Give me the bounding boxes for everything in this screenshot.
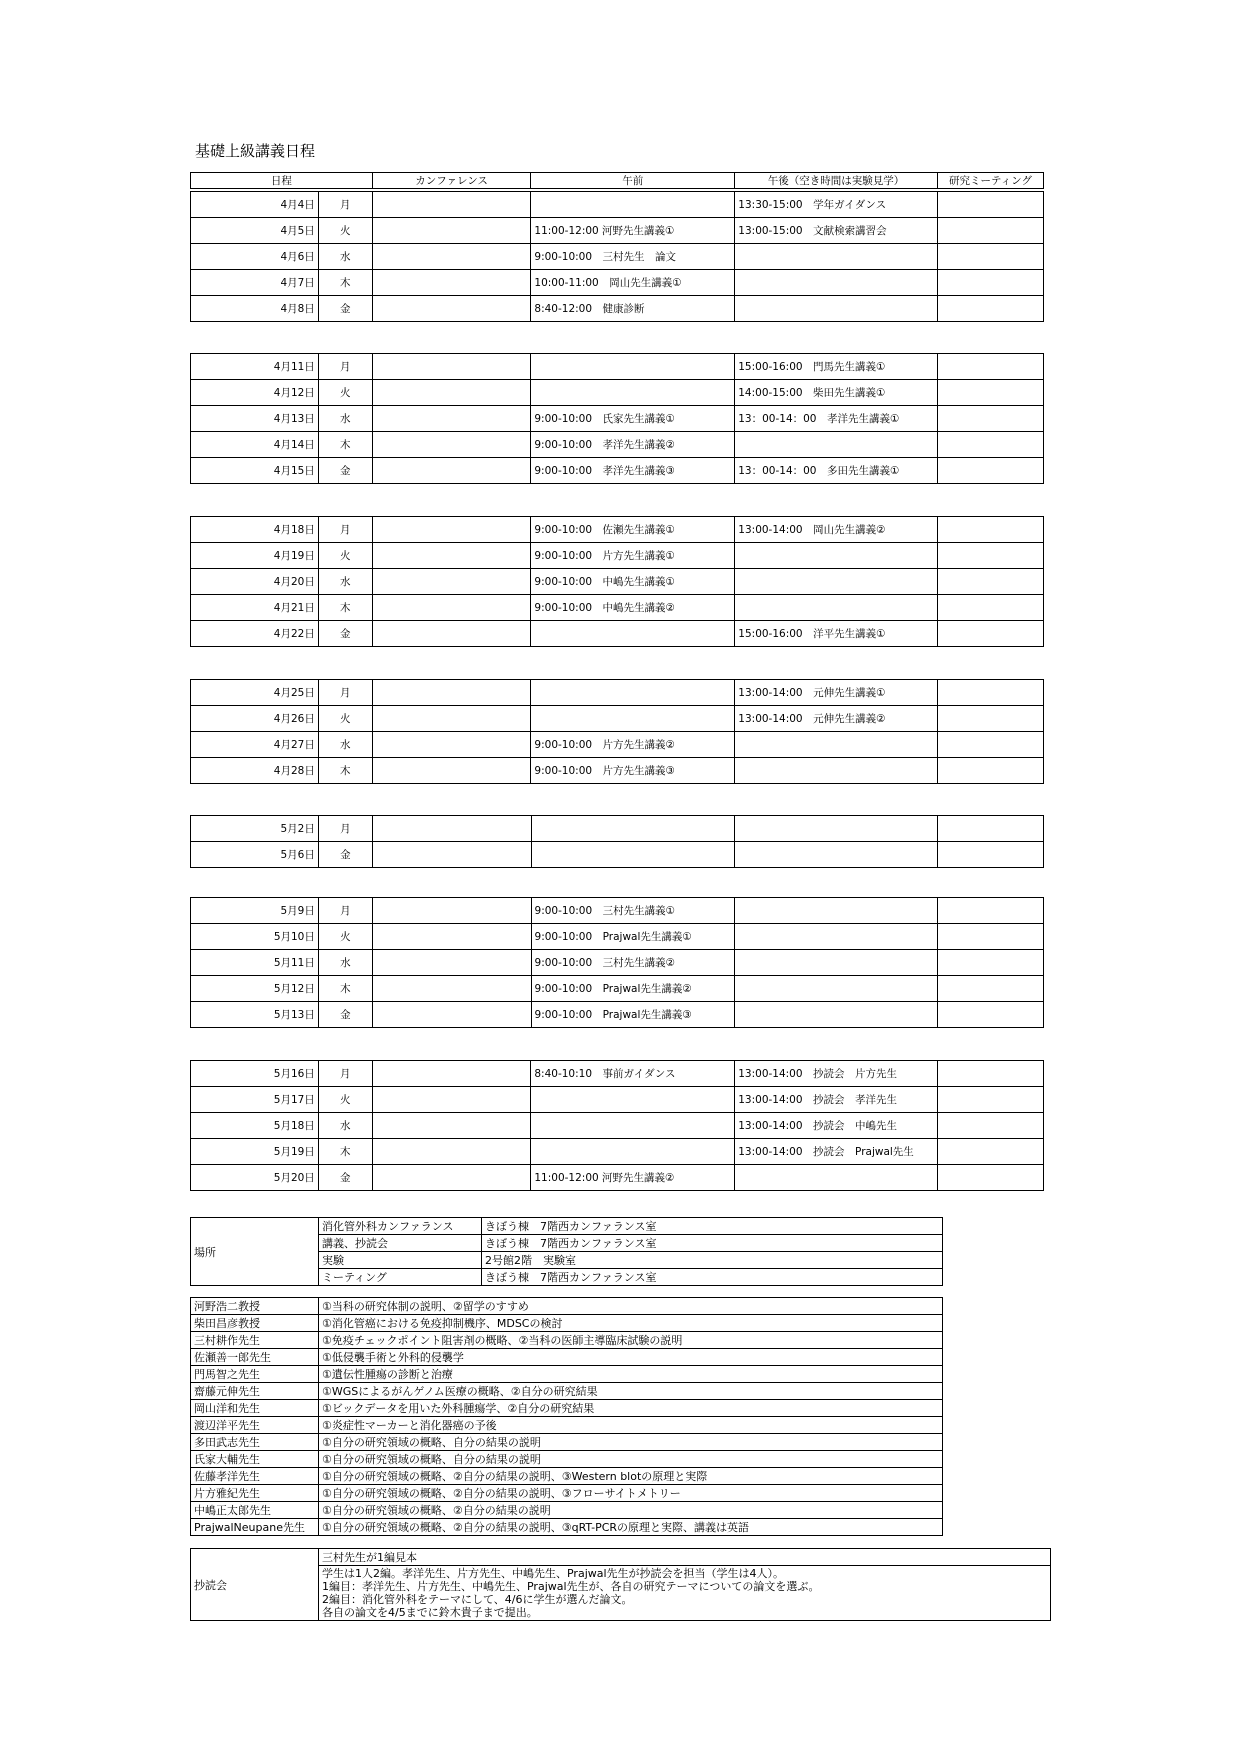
weekday-cell: 金 bbox=[318, 458, 372, 484]
am-cell: 9:00-10:00 孝洋先生講義② bbox=[531, 432, 735, 458]
am-cell: 9:00-10:00 三村先生 論文 bbox=[531, 244, 735, 270]
weekday-cell: 月 bbox=[318, 1061, 372, 1087]
schedule-row bbox=[191, 270, 1044, 296]
date-cell: 4月13日 bbox=[191, 406, 319, 432]
date-cell: 5月18日 bbox=[191, 1113, 319, 1139]
date-cell: 4月27日 bbox=[191, 732, 319, 758]
conference-cell bbox=[372, 732, 531, 758]
lecturer-row bbox=[191, 1451, 943, 1468]
date-cell: 5月2日 bbox=[191, 816, 319, 842]
conference-cell bbox=[372, 354, 531, 380]
week-table bbox=[190, 1060, 1044, 1191]
weekday-cell: 金 bbox=[318, 1002, 372, 1028]
conference-cell bbox=[372, 1061, 531, 1087]
lecturer-topic: ①自分の研究領域の概略、②自分の結果の説明、③qRT-PCRの原理と実際、講義は英語 bbox=[319, 1519, 943, 1536]
schedule-row bbox=[191, 950, 1044, 976]
meeting-cell bbox=[938, 296, 1044, 322]
date-cell: 5月20日 bbox=[191, 1165, 319, 1191]
conference-cell bbox=[372, 192, 531, 218]
note-line: 学生は1人2編。孝洋先生、片方先生、中嶋先生、Prajwal先生が抄読会を担当（学生は4人）。 bbox=[322, 1567, 785, 1580]
schedule-row bbox=[191, 816, 1044, 842]
pm-cell bbox=[735, 950, 938, 976]
week-table bbox=[190, 353, 1044, 484]
pm-cell: 13:00-14:00 抄読会 孝洋先生 bbox=[735, 1087, 938, 1113]
conference-cell bbox=[372, 406, 531, 432]
weekday-cell: 水 bbox=[318, 244, 372, 270]
lecturer-topic: ①自分の研究領域の概略、②自分の結果の説明、③Western blotの原理と実際 bbox=[319, 1468, 943, 1485]
place-name: 消化管外科カンファランス bbox=[319, 1218, 482, 1235]
weekday-cell: 水 bbox=[318, 406, 372, 432]
lecturer-row bbox=[191, 1485, 943, 1502]
lecturer-topic: ①炎症性マーカーと消化器癌の予後 bbox=[319, 1417, 943, 1434]
meeting-cell bbox=[938, 1002, 1044, 1028]
schedule-row bbox=[191, 898, 1044, 924]
lecturer-name: 門馬智之先生 bbox=[191, 1366, 319, 1383]
schedule-row bbox=[191, 1002, 1044, 1028]
pm-cell bbox=[735, 816, 938, 842]
conference-cell bbox=[372, 1113, 531, 1139]
conference-cell bbox=[372, 976, 531, 1002]
weekday-cell: 水 bbox=[318, 950, 372, 976]
conference-cell bbox=[372, 680, 531, 706]
meeting-cell bbox=[938, 354, 1044, 380]
weekday-cell: 月 bbox=[318, 354, 372, 380]
lecturer-name: 岡山洋和先生 bbox=[191, 1400, 319, 1417]
lecturer-topic: ①低侵襲手術と外科的侵襲学 bbox=[319, 1349, 943, 1366]
am-cell bbox=[531, 354, 735, 380]
am-cell: 11:00-12:00 河野先生講義② bbox=[531, 1165, 735, 1191]
date-cell: 4月4日 bbox=[191, 192, 319, 218]
lecturer-name: PrajwalNeupane先生 bbox=[191, 1519, 319, 1536]
weekday-cell: 金 bbox=[318, 842, 372, 868]
schedule-row bbox=[191, 380, 1044, 406]
weekday-cell: 火 bbox=[318, 543, 372, 569]
lecturer-row bbox=[191, 1400, 943, 1417]
pm-cell: 13:00-15:00 文献検索講習会 bbox=[735, 218, 938, 244]
conference-cell bbox=[372, 1087, 531, 1113]
date-cell: 4月26日 bbox=[191, 706, 319, 732]
am-cell bbox=[531, 706, 735, 732]
lecturer-row bbox=[191, 1417, 943, 1434]
lecturer-row bbox=[191, 1434, 943, 1451]
am-cell: 9:00-10:00 佐瀬先生講義① bbox=[531, 517, 735, 543]
lecturer-topic: ①自分の研究領域の概略、②自分の結果の説明 bbox=[319, 1502, 943, 1519]
lecturer-topic: ①自分の研究領域の概略、②自分の結果の説明、③フローサイトメトリー bbox=[319, 1485, 943, 1502]
am-cell bbox=[531, 816, 735, 842]
date-cell: 5月6日 bbox=[191, 842, 319, 868]
meeting-cell bbox=[938, 244, 1044, 270]
place-name: 講義、抄読会 bbox=[319, 1235, 482, 1252]
pm-cell bbox=[735, 732, 938, 758]
lecturer-name: 渡辺洋平先生 bbox=[191, 1417, 319, 1434]
meeting-cell bbox=[938, 1139, 1044, 1165]
header-conference: カンファレンス bbox=[372, 173, 531, 189]
pm-cell: 15:00-16:00 門馬先生講義① bbox=[735, 354, 938, 380]
am-cell: 9:00-10:00 Prajwal先生講義② bbox=[531, 976, 735, 1002]
meeting-cell bbox=[938, 1061, 1044, 1087]
weekday-cell: 火 bbox=[318, 1087, 372, 1113]
weekday-cell: 月 bbox=[318, 898, 372, 924]
conference-cell bbox=[372, 569, 531, 595]
pm-cell bbox=[735, 1165, 938, 1191]
place-row bbox=[191, 1218, 943, 1235]
lecturer-row bbox=[191, 1349, 943, 1366]
schedule-row bbox=[191, 1139, 1044, 1165]
lecturer-name: 片方雅紀先生 bbox=[191, 1485, 319, 1502]
am-cell bbox=[531, 680, 735, 706]
weekday-cell: 木 bbox=[318, 432, 372, 458]
am-cell bbox=[531, 621, 735, 647]
meeting-cell bbox=[938, 680, 1044, 706]
lecturer-name: 中嶋正太郎先生 bbox=[191, 1502, 319, 1519]
am-cell bbox=[531, 192, 735, 218]
journal-club-notes bbox=[319, 1566, 1051, 1621]
meeting-cell bbox=[938, 924, 1044, 950]
schedule-row bbox=[191, 1165, 1044, 1191]
am-cell bbox=[531, 380, 735, 406]
date-cell: 4月21日 bbox=[191, 595, 319, 621]
date-cell: 5月16日 bbox=[191, 1061, 319, 1087]
date-cell: 5月13日 bbox=[191, 1002, 319, 1028]
weekday-cell: 木 bbox=[318, 595, 372, 621]
weekday-cell: 木 bbox=[318, 1139, 372, 1165]
am-cell: 8:40-10:10 事前ガイダンス bbox=[531, 1061, 735, 1087]
date-cell: 5月11日 bbox=[191, 950, 319, 976]
pm-cell bbox=[735, 842, 938, 868]
week-table bbox=[190, 516, 1044, 647]
meeting-cell bbox=[938, 1087, 1044, 1113]
date-cell: 4月5日 bbox=[191, 218, 319, 244]
journal-club-sample: 三村先生が1編見本 bbox=[319, 1549, 1051, 1566]
meeting-cell bbox=[938, 758, 1044, 784]
lecturer-topic: ①WGSによるがんゲノム医療の概略、②自分の研究結果 bbox=[319, 1383, 943, 1400]
lecturer-row bbox=[191, 1519, 943, 1536]
conference-cell bbox=[372, 1165, 531, 1191]
pm-cell: 13:00-14:00 抄読会 Prajwal先生 bbox=[735, 1139, 938, 1165]
date-cell: 4月18日 bbox=[191, 517, 319, 543]
meeting-cell bbox=[938, 517, 1044, 543]
conference-cell bbox=[372, 218, 531, 244]
weekday-cell: 木 bbox=[318, 976, 372, 1002]
am-cell bbox=[531, 842, 735, 868]
conference-cell bbox=[372, 898, 531, 924]
am-cell: 9:00-10:00 三村先生講義① bbox=[531, 898, 735, 924]
schedule-row bbox=[191, 543, 1044, 569]
schedule-row bbox=[191, 680, 1044, 706]
place-name: 実験 bbox=[319, 1252, 482, 1269]
lecturer-topic: ①当科の研究体制の説明、②留学のすすめ bbox=[319, 1298, 943, 1315]
conference-cell bbox=[372, 706, 531, 732]
lecturer-row bbox=[191, 1366, 943, 1383]
am-cell: 10:00-11:00 岡山先生講義① bbox=[531, 270, 735, 296]
meeting-cell bbox=[938, 595, 1044, 621]
schedule-header bbox=[190, 172, 1044, 189]
pm-cell bbox=[735, 595, 938, 621]
date-cell: 5月9日 bbox=[191, 898, 319, 924]
conference-cell bbox=[372, 432, 531, 458]
page-title: 基礎上級講義日程 bbox=[195, 142, 316, 160]
conference-cell bbox=[372, 950, 531, 976]
conference-cell bbox=[372, 1002, 531, 1028]
am-cell: 9:00-10:00 片方先生講義① bbox=[531, 543, 735, 569]
places-label: 場所 bbox=[191, 1218, 319, 1286]
lecturer-row bbox=[191, 1502, 943, 1519]
weekday-cell: 金 bbox=[318, 296, 372, 322]
pm-cell bbox=[735, 244, 938, 270]
lecturer-name: 多田武志先生 bbox=[191, 1434, 319, 1451]
date-cell: 4月7日 bbox=[191, 270, 319, 296]
pm-cell bbox=[735, 296, 938, 322]
places-table bbox=[190, 1217, 943, 1286]
meeting-cell bbox=[938, 192, 1044, 218]
pm-cell bbox=[735, 758, 938, 784]
lecturer-row bbox=[191, 1332, 943, 1349]
am-cell: 9:00-10:00 氏家先生講義① bbox=[531, 406, 735, 432]
pm-cell bbox=[735, 976, 938, 1002]
lecturer-row bbox=[191, 1315, 943, 1332]
note-line: 各自の論文を4/5までに鈴木貴子まで提出。 bbox=[322, 1606, 538, 1619]
meeting-cell bbox=[938, 898, 1044, 924]
schedule-row bbox=[191, 732, 1044, 758]
meeting-cell bbox=[938, 976, 1044, 1002]
date-cell: 4月20日 bbox=[191, 569, 319, 595]
lecturer-name: 柴田昌彦教授 bbox=[191, 1315, 319, 1332]
conference-cell bbox=[372, 842, 531, 868]
am-cell bbox=[531, 1139, 735, 1165]
pm-cell: 13:00-14:00 元伸先生講義① bbox=[735, 680, 938, 706]
journal-club-label: 抄読会 bbox=[191, 1549, 319, 1621]
schedule-row bbox=[191, 842, 1044, 868]
conference-cell bbox=[372, 595, 531, 621]
lecturer-name: 佐瀬善一郎先生 bbox=[191, 1349, 319, 1366]
lecturer-topic: ①自分の研究領域の概略、自分の結果の説明 bbox=[319, 1451, 943, 1468]
date-cell: 4月14日 bbox=[191, 432, 319, 458]
pm-cell: 13:30-15:00 学年ガイダンス bbox=[735, 192, 938, 218]
schedule-row bbox=[191, 924, 1044, 950]
schedule-row bbox=[191, 218, 1044, 244]
date-cell: 4月8日 bbox=[191, 296, 319, 322]
place-name: ミーティング bbox=[319, 1269, 482, 1286]
conference-cell bbox=[372, 296, 531, 322]
schedule-row bbox=[191, 1113, 1044, 1139]
schedule-row bbox=[191, 758, 1044, 784]
weekday-cell: 火 bbox=[318, 380, 372, 406]
pm-cell: 13:00-14:00 元伸先生講義② bbox=[735, 706, 938, 732]
schedule-row bbox=[191, 706, 1044, 732]
conference-cell bbox=[372, 543, 531, 569]
meeting-cell bbox=[938, 732, 1044, 758]
lecturer-topic: ①免疫チェックポイント阻害剤の概略、②当科の医師主導臨床試験の説明 bbox=[319, 1332, 943, 1349]
weekday-cell: 火 bbox=[318, 706, 372, 732]
date-cell: 4月11日 bbox=[191, 354, 319, 380]
place-location: きぼう棟 7階西カンファランス室 bbox=[482, 1218, 943, 1235]
date-cell: 4月28日 bbox=[191, 758, 319, 784]
date-cell: 4月22日 bbox=[191, 621, 319, 647]
meeting-cell bbox=[938, 543, 1044, 569]
lecturer-topic: ①消化管癌における免疫抑制機序、MDSCの検討 bbox=[319, 1315, 943, 1332]
lecturer-name: 三村耕作先生 bbox=[191, 1332, 319, 1349]
pm-cell bbox=[735, 924, 938, 950]
place-location: きぼう棟 7階西カンファランス室 bbox=[482, 1235, 943, 1252]
weekday-cell: 月 bbox=[318, 192, 372, 218]
am-cell: 9:00-10:00 Prajwal先生講義① bbox=[531, 924, 735, 950]
journal-club-table bbox=[190, 1548, 1051, 1621]
pm-cell: 13:00-14:00 抄読会 中嶋先生 bbox=[735, 1113, 938, 1139]
date-cell: 4月6日 bbox=[191, 244, 319, 270]
pm-cell bbox=[735, 543, 938, 569]
weekday-cell: 水 bbox=[318, 732, 372, 758]
pm-cell bbox=[735, 569, 938, 595]
weekday-cell: 水 bbox=[318, 569, 372, 595]
pm-cell: 13:00-14:00 岡山先生講義② bbox=[735, 517, 938, 543]
am-cell: 9:00-10:00 Prajwal先生講義③ bbox=[531, 1002, 735, 1028]
schedule-row bbox=[191, 296, 1044, 322]
pm-cell bbox=[735, 432, 938, 458]
note-line: 2編目：消化管外科をテーマにして、4/6に学生が選んだ論文。 bbox=[322, 1593, 633, 1606]
conference-cell bbox=[372, 517, 531, 543]
conference-cell bbox=[372, 758, 531, 784]
weekday-cell: 月 bbox=[318, 680, 372, 706]
header-pm: 午後（空き時間は実験見学） bbox=[735, 173, 938, 189]
schedule-row bbox=[191, 458, 1044, 484]
conference-cell bbox=[372, 621, 531, 647]
am-cell: 11:00-12:00 河野先生講義① bbox=[531, 218, 735, 244]
schedule-row bbox=[191, 1061, 1044, 1087]
pm-cell: 13：00-14：00 孝洋先生講義① bbox=[735, 406, 938, 432]
meeting-cell bbox=[938, 706, 1044, 732]
lecturer-name: 氏家大輔先生 bbox=[191, 1451, 319, 1468]
weekday-cell: 金 bbox=[318, 1165, 372, 1191]
place-location: きぼう棟 7階西カンファランス室 bbox=[482, 1269, 943, 1286]
date-cell: 5月12日 bbox=[191, 976, 319, 1002]
pm-cell: 15:00-16:00 洋平先生講義① bbox=[735, 621, 938, 647]
meeting-cell bbox=[938, 406, 1044, 432]
note-line: 1編目：孝洋先生、片方先生、中嶋先生、Prajwal先生が、各自の研究テーマについての論文を選ぶ。 bbox=[322, 1580, 820, 1593]
am-cell: 9:00-10:00 片方先生講義② bbox=[531, 732, 735, 758]
pm-cell bbox=[735, 270, 938, 296]
meeting-cell bbox=[938, 458, 1044, 484]
meeting-cell bbox=[938, 569, 1044, 595]
am-cell: 9:00-10:00 孝洋先生講義③ bbox=[531, 458, 735, 484]
lecturer-topic: ①ビックデータを用いた外科腫瘍学、②自分の研究結果 bbox=[319, 1400, 943, 1417]
lecturer-row bbox=[191, 1298, 943, 1315]
schedule-row bbox=[191, 192, 1044, 218]
week-table bbox=[190, 815, 1044, 868]
lecturer-topic: ①自分の研究領域の概略、自分の結果の説明 bbox=[319, 1434, 943, 1451]
date-cell: 5月19日 bbox=[191, 1139, 319, 1165]
weekday-cell: 月 bbox=[318, 816, 372, 842]
meeting-cell bbox=[938, 621, 1044, 647]
weekday-cell: 火 bbox=[318, 924, 372, 950]
header-am: 午前 bbox=[531, 173, 735, 189]
lecturer-name: 河野浩二教授 bbox=[191, 1298, 319, 1315]
week-table bbox=[190, 897, 1044, 1028]
conference-cell bbox=[372, 270, 531, 296]
conference-cell bbox=[372, 816, 531, 842]
date-cell: 4月12日 bbox=[191, 380, 319, 406]
schedule-row bbox=[191, 976, 1044, 1002]
pm-cell bbox=[735, 898, 938, 924]
date-cell: 4月19日 bbox=[191, 543, 319, 569]
am-cell bbox=[531, 1113, 735, 1139]
pm-cell: 14:00-15:00 柴田先生講義① bbox=[735, 380, 938, 406]
weekday-cell: 火 bbox=[318, 218, 372, 244]
schedule-row bbox=[191, 1087, 1044, 1113]
lecturer-topic: ①遺伝性腫瘍の診断と治療 bbox=[319, 1366, 943, 1383]
meeting-cell bbox=[938, 270, 1044, 296]
date-cell: 4月25日 bbox=[191, 680, 319, 706]
lecturer-name: 齋藤元伸先生 bbox=[191, 1383, 319, 1400]
am-cell: 9:00-10:00 三村先生講義② bbox=[531, 950, 735, 976]
conference-cell bbox=[372, 924, 531, 950]
am-cell bbox=[531, 1087, 735, 1113]
meeting-cell bbox=[938, 1165, 1044, 1191]
conference-cell bbox=[372, 244, 531, 270]
lecturer-name: 佐藤孝洋先生 bbox=[191, 1468, 319, 1485]
date-cell: 5月10日 bbox=[191, 924, 319, 950]
place-location: 2号館2階 実験室 bbox=[482, 1252, 943, 1269]
conference-cell bbox=[372, 458, 531, 484]
schedule-row bbox=[191, 621, 1044, 647]
lecturers-table bbox=[190, 1297, 943, 1536]
conference-cell bbox=[372, 1139, 531, 1165]
weekday-cell: 木 bbox=[318, 758, 372, 784]
schedule-row bbox=[191, 244, 1044, 270]
schedule-row bbox=[191, 354, 1044, 380]
meeting-cell bbox=[938, 842, 1044, 868]
weekday-cell: 月 bbox=[318, 517, 372, 543]
lecturer-row bbox=[191, 1383, 943, 1400]
lecturer-row bbox=[191, 1468, 943, 1485]
date-cell: 5月17日 bbox=[191, 1087, 319, 1113]
am-cell: 9:00-10:00 中嶋先生講義② bbox=[531, 595, 735, 621]
meeting-cell bbox=[938, 816, 1044, 842]
schedule-row bbox=[191, 595, 1044, 621]
meeting-cell bbox=[938, 1113, 1044, 1139]
weekday-cell: 水 bbox=[318, 1113, 372, 1139]
meeting-cell bbox=[938, 218, 1044, 244]
meeting-cell bbox=[938, 432, 1044, 458]
date-cell: 4月15日 bbox=[191, 458, 319, 484]
pm-cell: 13:00-14:00 抄読会 片方先生 bbox=[735, 1061, 938, 1087]
meeting-cell bbox=[938, 950, 1044, 976]
meeting-cell bbox=[938, 380, 1044, 406]
weekday-cell: 金 bbox=[318, 621, 372, 647]
pm-cell bbox=[735, 1002, 938, 1028]
week-table bbox=[190, 191, 1044, 322]
am-cell: 9:00-10:00 中嶋先生講義① bbox=[531, 569, 735, 595]
schedule-row bbox=[191, 432, 1044, 458]
conference-cell bbox=[372, 380, 531, 406]
header-meeting: 研究ミーティング bbox=[937, 173, 1043, 189]
schedule-row bbox=[191, 517, 1044, 543]
weekday-cell: 木 bbox=[318, 270, 372, 296]
pm-cell: 13：00-14：00 多田先生講義① bbox=[735, 458, 938, 484]
am-cell: 9:00-10:00 片方先生講義③ bbox=[531, 758, 735, 784]
schedule-row bbox=[191, 406, 1044, 432]
week-table bbox=[190, 679, 1044, 784]
am-cell: 8:40-12:00 健康診断 bbox=[531, 296, 735, 322]
header-date: 日程 bbox=[191, 173, 373, 189]
schedule-row bbox=[191, 569, 1044, 595]
